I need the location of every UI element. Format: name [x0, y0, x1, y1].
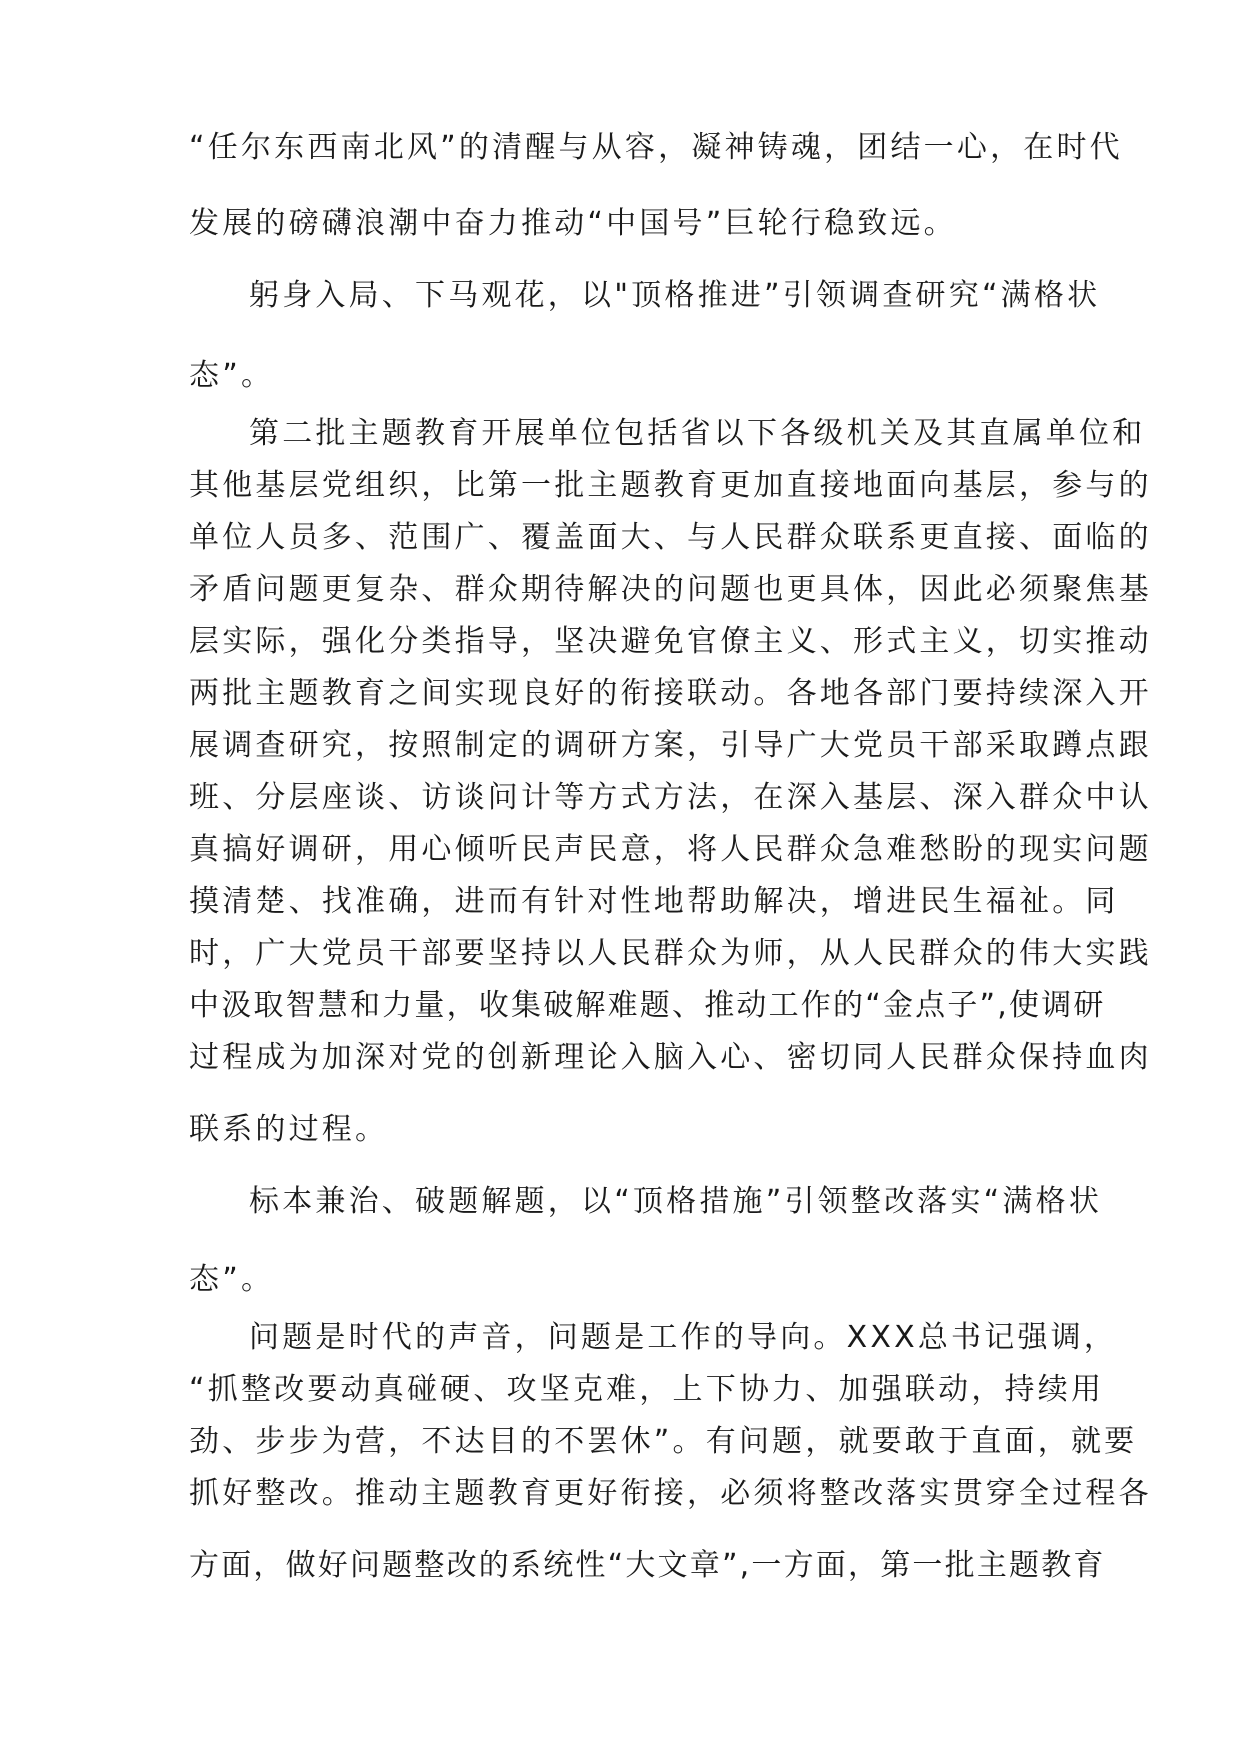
text-line: 劲、步步为营，不达目的不罢休”。有问题，就要敢于直面，就要 — [189, 1424, 1138, 1459]
text-line: 矛盾问题更复杂、群众期待解决的问题也更具体，因此必须聚焦基 — [189, 572, 1152, 607]
text-line: 其他基层党组织，比第一批主题教育更加直接地面向基层，参与的 — [189, 468, 1152, 503]
text-line: 过程成为加深对党的创新理论入脑入心、密切同人民群众保持血肉 — [189, 1040, 1152, 1075]
text-line: 抓好整改。推动主题教育更好衔接，必须将整改落实贯穿全过程各 — [189, 1476, 1152, 1511]
text-line: 摸清楚、找准确，进而有针对性地帮助解决，增进民生福祉。同 — [189, 884, 1119, 919]
text-line: 展调查研究，按照制定的调研方案，引导广大党员干部采取蹲点跟 — [189, 728, 1152, 763]
text-line: 问题是时代的声音，问题是工作的导向。XXX总书记强调， — [249, 1320, 1118, 1355]
text-line: 发展的磅礴浪潮中奋力推动“中国号”巨轮行稳致远。 — [189, 206, 957, 241]
text-line: 第二批主题教育开展单位包括省以下各级机关及其直属单位和 — [249, 416, 1146, 451]
text-line: 方面，做好问题整改的系统性“大文章”,一方面，第一批主题教育 — [189, 1548, 1106, 1583]
text-line: “任尔东西南北风”的清醒与从容，凝神铸魂，团结一心，在时代 — [189, 130, 1123, 165]
text-line: 态”。 — [189, 1262, 275, 1297]
text-line: 班、分层座谈、访谈问计等方式方法，在深入基层、深入群众中认 — [189, 780, 1152, 815]
paragraph-heading: 标本兼治、破题解题，以“顶格措施”引领整改落实“满格状 — [249, 1184, 1103, 1219]
text-line: “抓整改要动真碰硬、攻坚克难，上下协力、加强联动，持续用 — [189, 1372, 1105, 1407]
text-line: 中汲取智慧和力量，收集破解难题、推动工作的“金点子”,使调研 — [189, 988, 1106, 1023]
text-line: 单位人员多、范围广、覆盖面大、与人民群众联系更直接、面临的 — [189, 520, 1152, 555]
text-line: 两批主题教育之间实现良好的衔接联动。各地各部门要持续深入开 — [189, 676, 1152, 711]
text-line: 时，广大党员干部要坚持以人民群众为师，从人民群众的伟大实践 — [189, 936, 1152, 971]
text-line: 联系的过程。 — [189, 1112, 389, 1147]
text-line: 态”。 — [189, 358, 275, 393]
text-line: 真搞好调研，用心倾听民声民意，将人民群众急难愁盼的现实问题 — [189, 832, 1152, 867]
paragraph-heading: 躬身入局、下马观花，以"顶格推进”引领调查研究“满格状 — [249, 278, 1101, 313]
text-line: 层实际，强化分类指导，坚决避免官僚主义、形式主义，切实推动 — [189, 624, 1152, 659]
